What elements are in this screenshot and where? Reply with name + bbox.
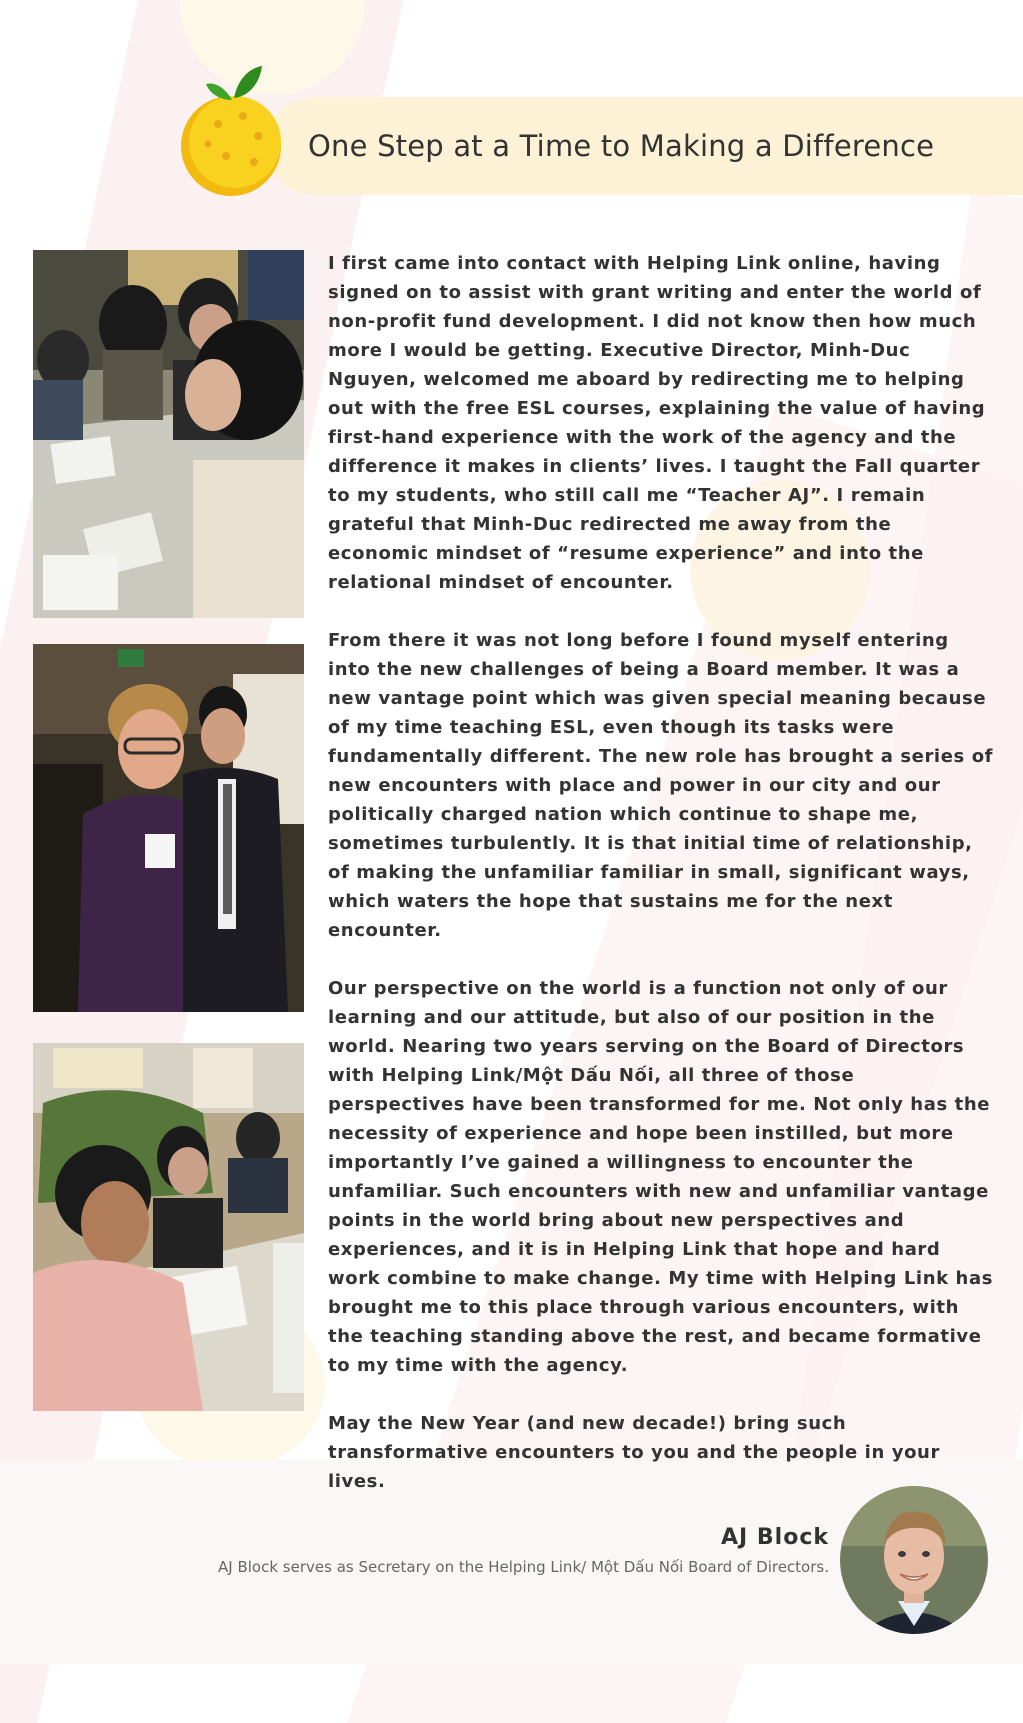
article-paragraph: May the New Year (and new decade!) bring such transformative encounters to you and the people in your lives. — [328, 1413, 940, 1492]
esl-class-photo — [33, 250, 304, 618]
article-body — [328, 249, 996, 1525]
article-paragraph: Our perspective on the world is a function not only of our learning and our attitude, but also of our position in the world. Nearing two years serving on the Board of Directors with Helping Link/Một Dấu Nối, all three of those perspectives have been transformed for me. Not only has the necessity of experience and hope been instilled, but more importantly I’ve gained a willingness to encounter the unfamiliar. Such encounters with new and unfamiliar vantage points in the world bring about new perspectives and experiences, and it is in Helping Link that hope and hard work combine to make change. My time with Helping Link has brought me to this place through various encounters, with the teaching standing above the rest, and became formative to my time with the agency. — [328, 978, 994, 1376]
author-avatar — [840, 1486, 988, 1634]
author-name: AJ Block — [721, 1525, 829, 1550]
orange-icon — [178, 64, 284, 198]
article-paragraph: I first came into contact with Helping Link online, having signed on to assist with grant writing and enter the world of non-profit fund development. I did not know then how much more I would be getting. Executive Director, Minh-Duc Nguyen, welcomed me aboard by redirecting me to helping out with the free ESL courses, explaining the value of having first-hand experience with the work of the agency and the difference it makes in clients’ lives. I taught the Fall quarter to my students, who still call me “Teacher AJ”. I remain grateful that Minh-Duc redirected me away from the economic mindset of “resume experience” and into the relational mindset of encounter. — [328, 253, 986, 593]
article-paragraph: From there it was not long before I found myself entering into the new challenges of being a Board member. It was a new vantage point which was given special meaning because of my time teaching ESL, even though its tasks were fundamentally different. The new role has brought a series of new encounters with place and power in our city and our politically charged nation which continue to shape me, sometimes turbulently. It is that initial time of relationship, of making the unfamiliar familiar in small, significant ways, which waters the hope that sustains me for the next encounter. — [328, 630, 994, 941]
board-event-photo — [33, 644, 304, 1012]
author-bio: AJ Block serves as Secretary on the Helping Link/ Một Dấu Nối Board of Directors. — [218, 1558, 829, 1576]
page-title: One Step at a Time to Making a Difference — [308, 129, 935, 163]
student-writing-photo — [33, 1043, 304, 1411]
